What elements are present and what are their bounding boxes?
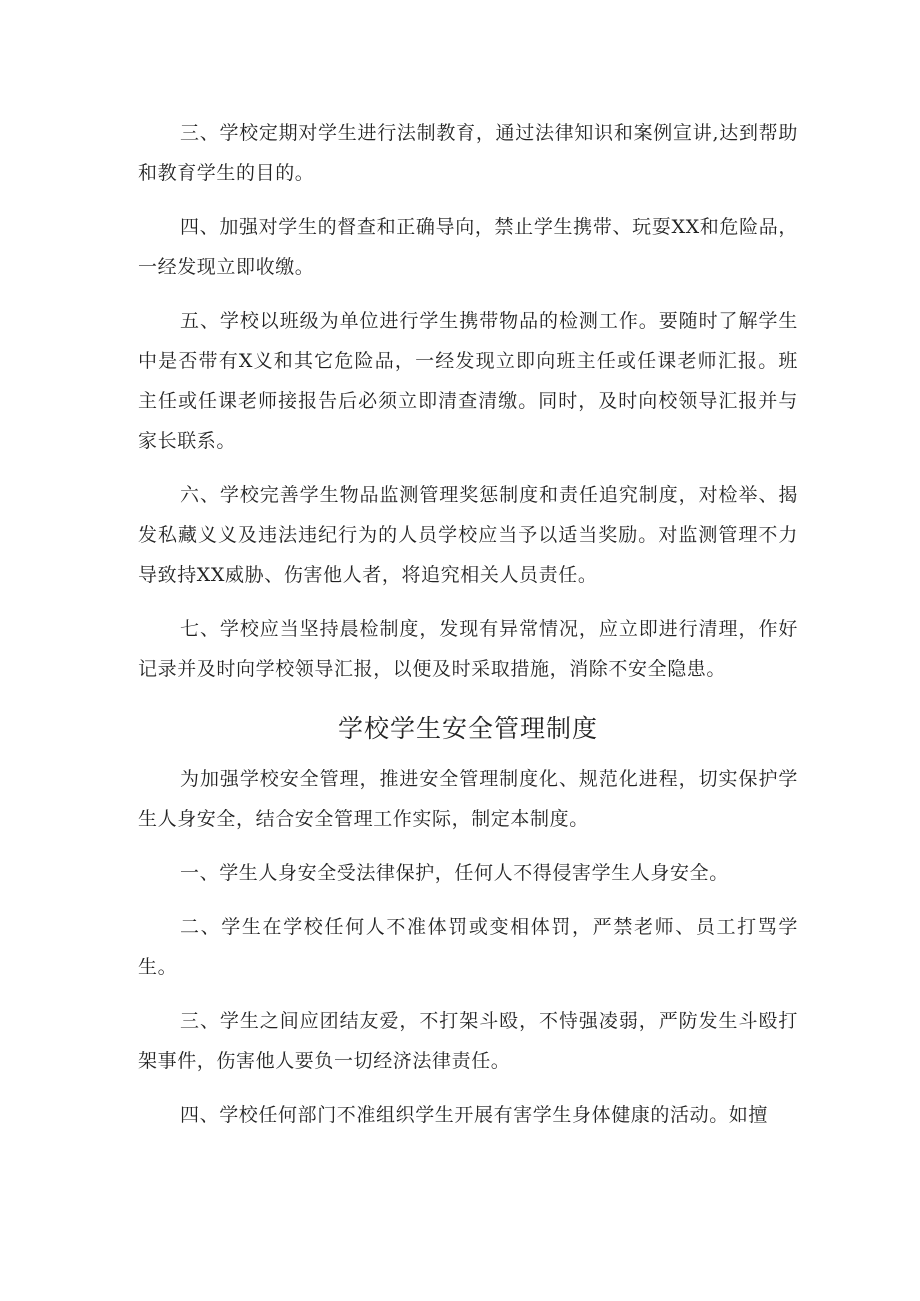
paragraph-rule-3: 三、学生之间应团结友爱，不打架斗殴，不恃强凌弱，严防发生斗殴打架事件，伤害他人要负一切经济法律责任。 [138,1010,798,1072]
paragraph-article-7: 七、学校应当坚持晨检制度，发现有异常情况，应立即进行清理，作好记录并及时向学校领导汇报，以便及时采取措施，消除不安全隐患。 [138,618,798,680]
paragraph-article-6: 六、学校完善学生物品监测管理奖惩制度和责任追究制度，对检举、揭发私藏义义及违法违纪行为的人员学校应当予以适当奖励。对监测管理不力导致持XX威胁、伤害他人者，将追究相关人员责任。 [138,484,798,586]
paragraph-rule-2: 二、学生在学校任何人不准体罚或变相体罚，严禁老师、员工打骂学生。 [138,916,798,978]
paragraph-article-5: 五、学校以班级为单位进行学生携带物品的检测工作。要随时了解学生中是否带有X义和其它危险品，一经发现立即向班主任或任课老师汇报。班主任或任课老师接报告后必须立即清查清缴。同时，及时向校领导汇报并与家长联系。 [138,310,798,452]
paragraph-preamble: 为加强学校安全管理，推进安全管理制度化、规范化进程，切实保护学生人身安全，结合安全管理工作实际，制定本制度。 [138,768,798,830]
paragraph-rule-4: 四、学校任何部门不准组织学生开展有害学生身体健康的活动。如擅 [180,1104,769,1126]
document-body [138,113,798,1149]
paragraph-article-3: 三、学校定期对学生进行法制教育，通过法律知识和案例宣讲,达到帮助和教育学生的目的。 [138,122,798,184]
paragraph-article-4: 四、加强对学生的督查和正确导向，禁止学生携带、玩耍XX和危险品，一经发现立即收缴。 [138,216,798,278]
paragraph-rule-1: 一、学生人身安全受法律保护，任何人不得侵害学生人身安全。 [180,862,729,884]
section-title: 学校学生安全管理制度 [337,714,598,743]
